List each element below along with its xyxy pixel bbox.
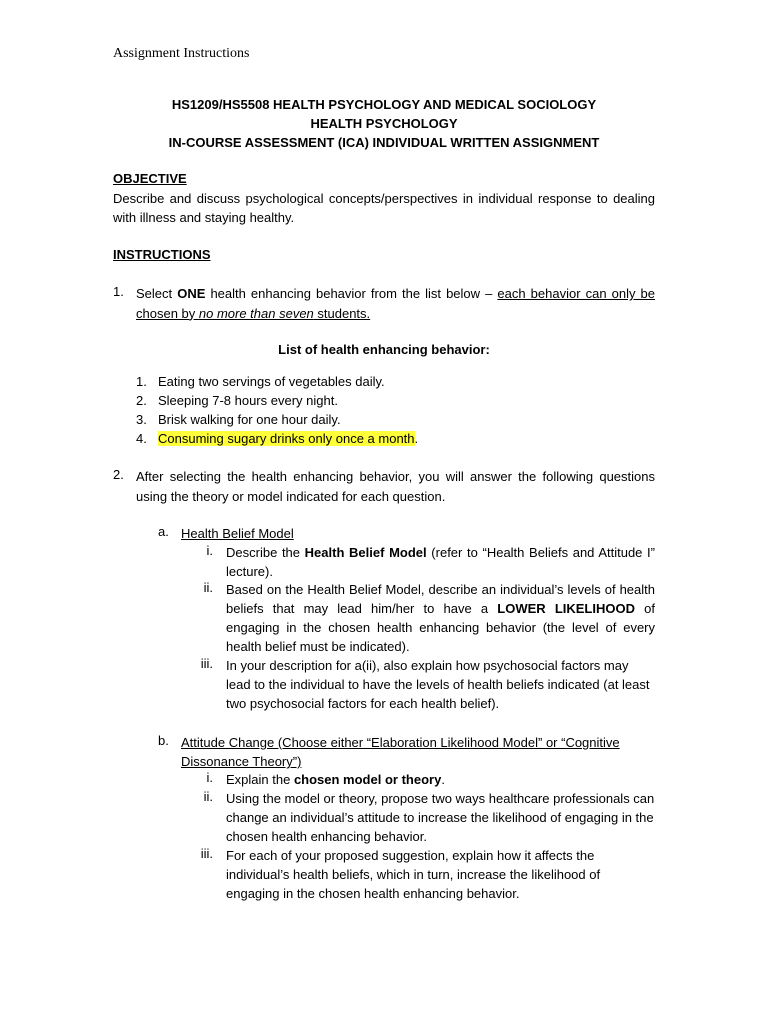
- part-b-letter: b.: [158, 733, 169, 748]
- item-plain-text: .: [441, 772, 445, 787]
- step-1-part-f: students.: [313, 305, 371, 321]
- item-bold-text: Health Belief Model: [304, 545, 427, 560]
- part-a-letter: a.: [158, 524, 169, 539]
- step-1-italic-limit: no more than seven: [198, 305, 314, 321]
- item-plain-text: Based on the Health Belief Model, describe an individual’s levels of health beliefs that may lead him/her to have a: [226, 582, 655, 616]
- step-1-number: 1.: [113, 284, 124, 299]
- part-b-heading: Attitude Change (Choose either “Elaboration Likelihood Model” or “Cognitive Dissonance Theory”): [181, 735, 620, 769]
- behavior-text: Sleeping 7-8 hours every night.: [158, 393, 338, 408]
- part-b-item-text: For each of your proposed suggestion, explain how it affects the individual’s health beliefs, which in turn, increase the likelihood of engaging in the chosen health enhancing behavior.: [226, 848, 601, 901]
- behavior-list-heading: List of health enhancing behavior:: [278, 342, 490, 357]
- item-plain-text: (refer to “Health Beliefs and Attitude I” lecture).: [226, 545, 656, 579]
- part-b-item-text: Using the model or theory, propose two ways healthcare professionals can change an individual’s attitude to increase the likelihood of engaging in the chosen health enhancing behavior.: [226, 791, 655, 844]
- part-b-item-number: i.: [206, 770, 213, 785]
- instructions-heading: INSTRUCTIONS: [113, 247, 211, 262]
- behavior-number: 1.: [136, 374, 147, 389]
- step-1-part-c: health enhancing behavior from the list below –: [205, 286, 498, 301]
- item-plain-text: Explain the: [226, 772, 294, 787]
- subject-title: HEALTH PSYCHOLOGY: [310, 116, 458, 131]
- item-plain-text: of engaging in the chosen health enhancing behavior (the level of every health belief must be indicated).: [226, 601, 655, 654]
- part-a-item-text: [226, 580, 655, 656]
- item-plain-text: Describe the: [226, 545, 305, 560]
- behavior-number: 4.: [136, 431, 147, 446]
- step-1-part-d: each behavior can only be chosen by: [136, 286, 655, 321]
- part-b-item-number: ii.: [203, 789, 213, 804]
- behavior-text: Brisk walking for one hour daily.: [158, 412, 341, 427]
- behavior-text-highlighted: [158, 429, 418, 448]
- part-a-item-number: ii.: [203, 580, 213, 595]
- step-1-emphasis-one: ONE: [177, 286, 206, 301]
- title-block: [113, 95, 655, 152]
- behavior-text: Eating two servings of vegetables daily.: [158, 374, 385, 389]
- part-a-heading: Health Belief Model: [181, 526, 294, 541]
- objective-heading: OBJECTIVE: [113, 171, 187, 186]
- item-bold-text: LOWER LIKELIHOOD: [497, 601, 635, 616]
- part-b-item-text: [226, 770, 655, 789]
- step-1-text: [136, 284, 655, 323]
- assessment-title: IN-COURSE ASSESSMENT (ICA) INDIVIDUAL WRITTEN ASSIGNMENT: [168, 135, 600, 150]
- behavior-number: 3.: [136, 412, 147, 427]
- course-title: HS1209/HS5508 HEALTH PSYCHOLOGY AND MEDICAL SOCIOLOGY: [171, 97, 597, 112]
- highlight-mark: Consuming sugary drinks only once a month: [158, 431, 415, 446]
- objective-text: Describe and discuss psychological concepts/perspectives in individual response to dealing with illness and staying healthy.: [113, 191, 655, 225]
- item-bold-text: chosen model or theory: [293, 772, 442, 787]
- part-a-item-text: In your description for a(ii), also explain how psychosocial factors may lead to the individual to have the levels of health beliefs indicated (at least two psychosocial factors for each health belief).: [226, 658, 650, 711]
- step-2-text: After selecting the health enhancing behavior, you will answer the following questions using the theory or model indicated for each question.: [136, 469, 655, 504]
- behavior-number: 2.: [136, 393, 147, 408]
- part-a-item-number: i.: [206, 543, 213, 558]
- part-a-item-number: iii.: [200, 656, 213, 671]
- step-1-part-a: Select: [136, 286, 178, 301]
- part-a-item-text: [226, 543, 655, 581]
- behavior-suffix: .: [414, 431, 419, 446]
- page-header: Assignment Instructions: [113, 46, 250, 61]
- part-b-item-number: iii.: [200, 846, 213, 861]
- step-2-number: 2.: [113, 467, 124, 482]
